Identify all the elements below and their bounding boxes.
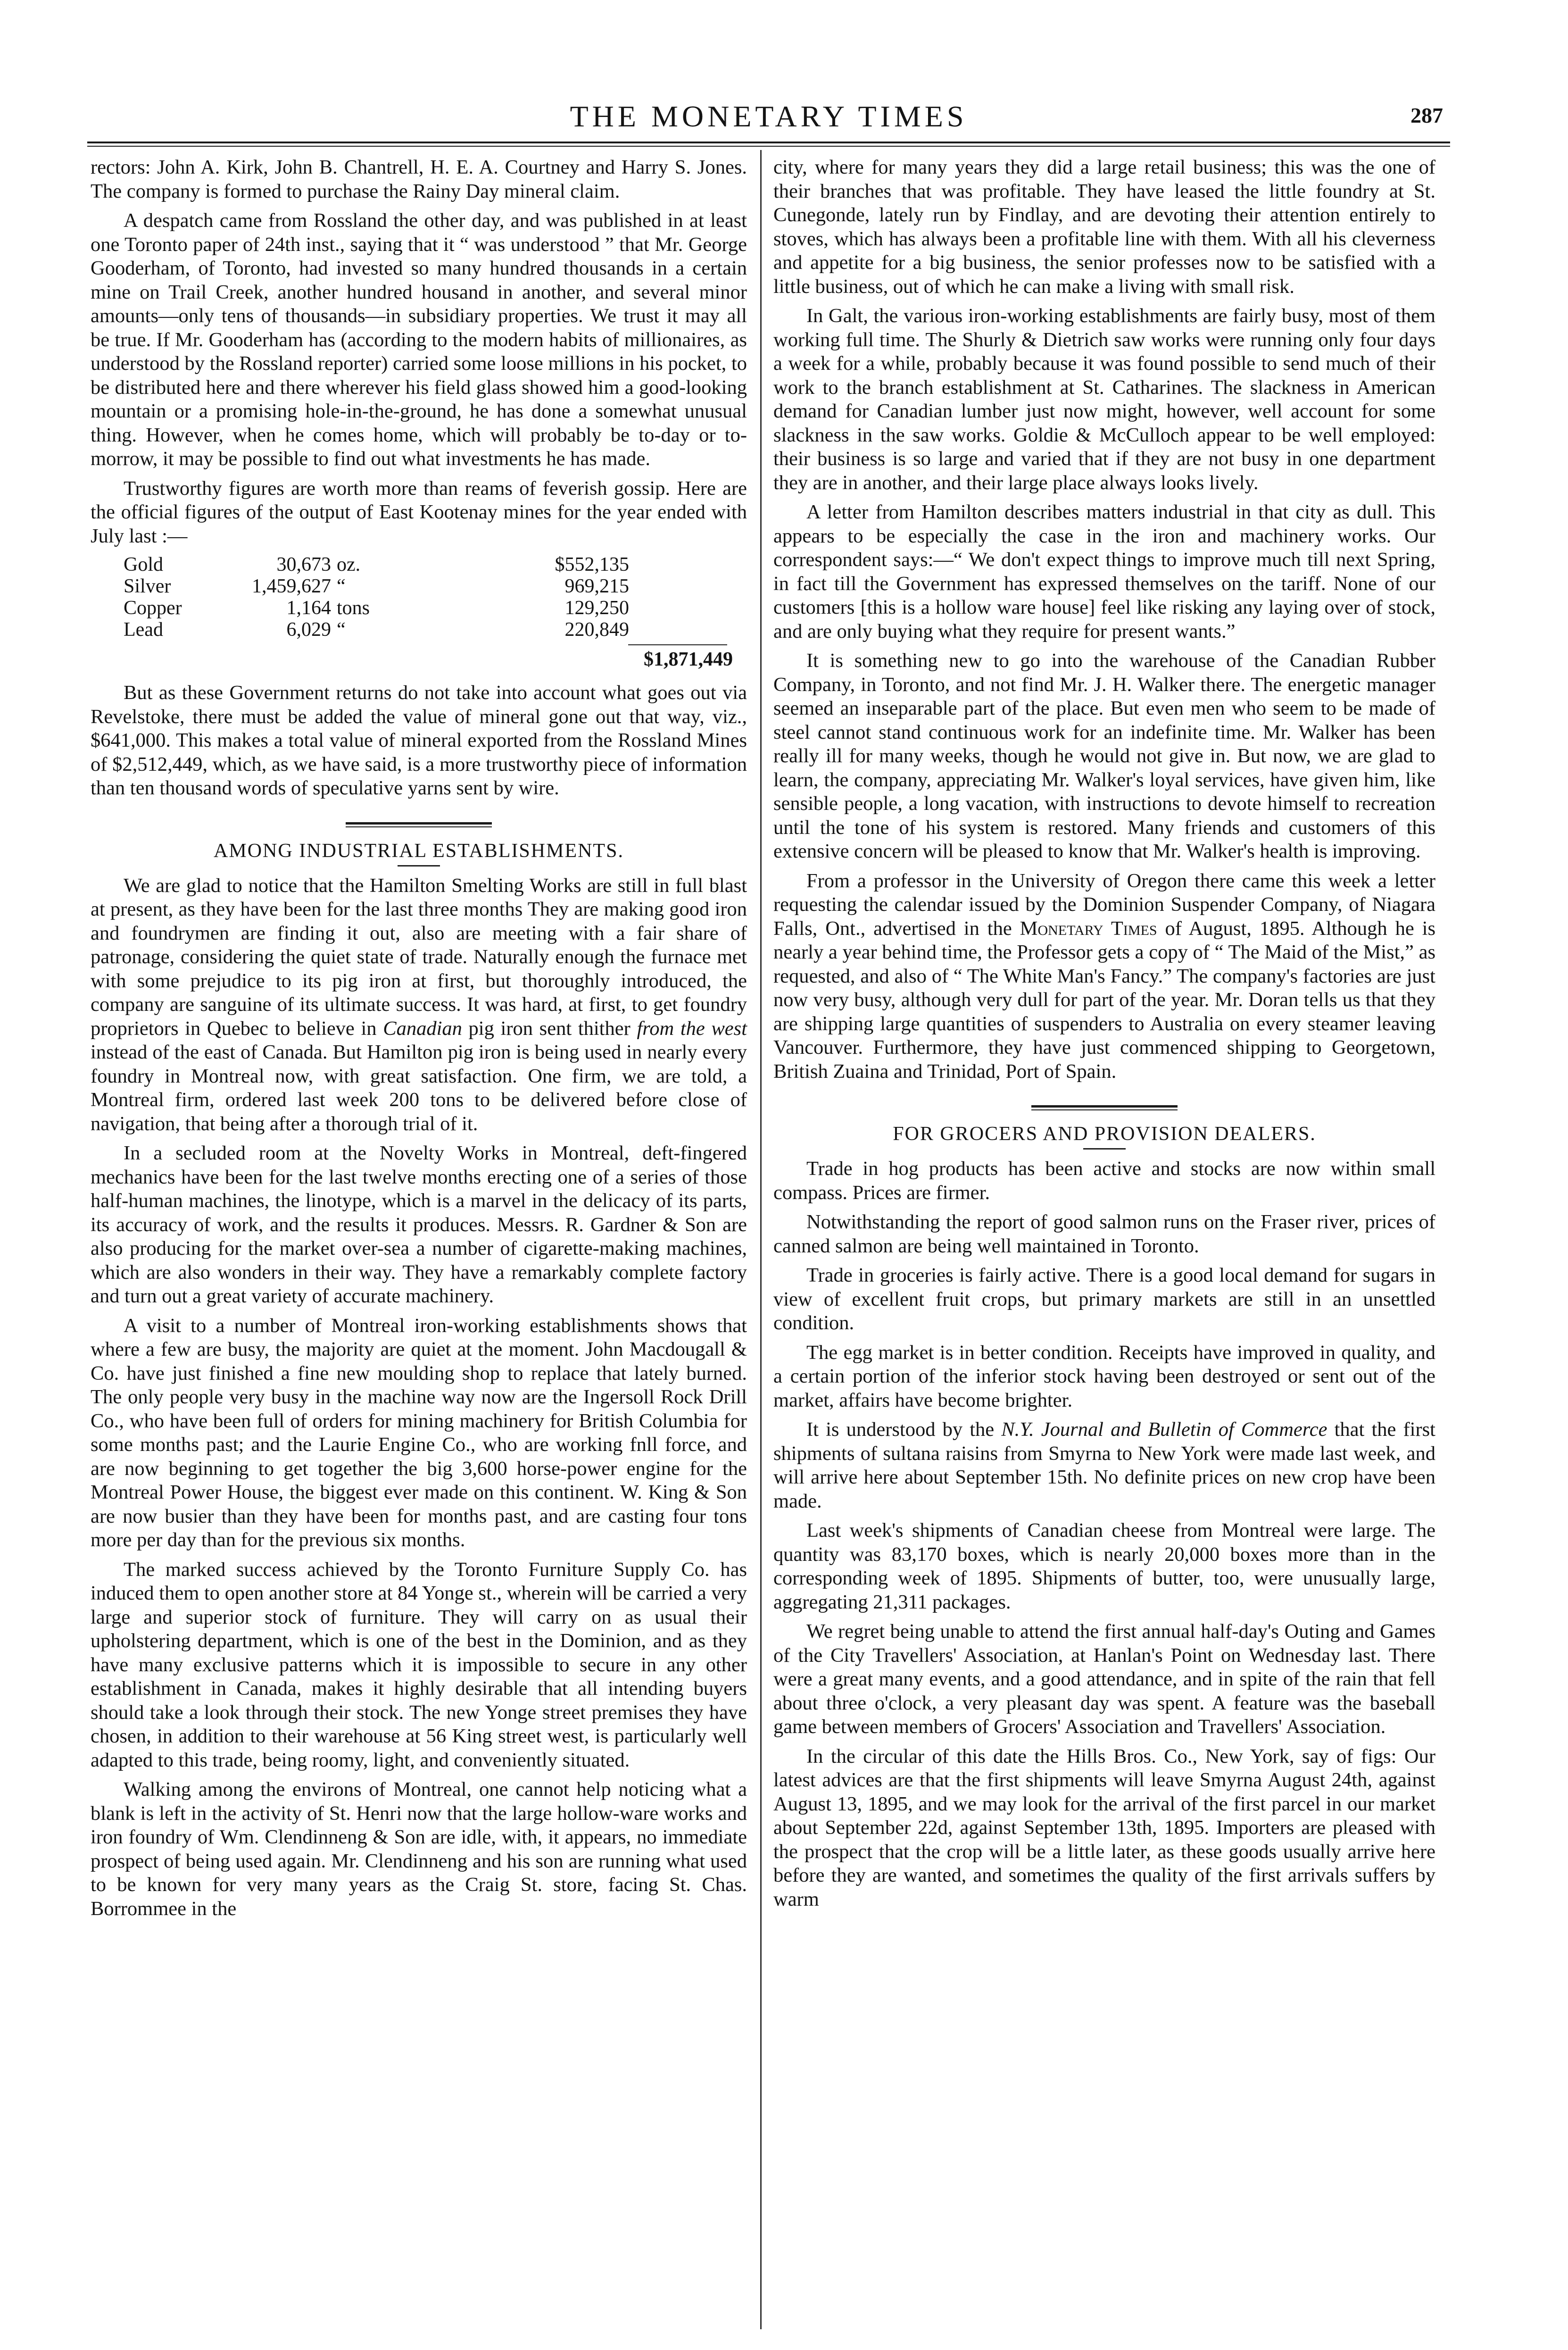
mineral-quantity: 1,459,627 (252, 575, 331, 597)
paragraph: Last week's shipments of Canadian cheese from Montreal were large. The quantity was 83,170 boxes, which is nearly 20,000 boxes more than in the corresponding week of 1895. Shipments of butter, too, were unusually large, aggregating 21,311 packages. (773, 1519, 1435, 1613)
table-row (124, 619, 629, 641)
paragraph: rectors: John A. Kirk, John B. Chantrell, H. E. A. Courtney and Harry S. Jones. The company is formed to purchase the Rainy Day mineral claim. (91, 156, 747, 202)
paragraph: Notwithstanding the report of good salmon runs on the Fraser river, prices of canned salmon are being well maintained in Toronto. (773, 1211, 1435, 1257)
mines-output-table (124, 554, 629, 641)
text-run: instead of the east of Canada. But Hamilton pig iron is being used in nearly every foundry in Montreal now, with great satisfaction. One firm, we are told, a Montreal firm, ordered last week 200 tons to be delivered before close of navigation, that being after a thorough trial of it. (91, 1041, 747, 1135)
mineral-unit: tons (337, 597, 370, 619)
mines-total: $1,871,449 (644, 649, 733, 670)
paragraph: In the circular of this date the Hills Bros. Co., New York, say of figs: Our latest advices are that the first shipments will leave Smyrna August 24th, against August 13, 1895, and we may look for the arrival of the first parcel in our market about September 22d, against September 13th, 1895. Importers are pleased with the prospect that the crop will be a little later, as these goods usually arrive here before they are wanted, and sometimes the quality of the first arrivals suffers by warm (773, 1745, 1435, 1910)
paragraph: Trade in hog products has been active and stocks are now within small compass. Prices are firmer. (773, 1158, 1435, 1204)
header-rule-thin (87, 146, 1450, 147)
paragraph: Trade in groceries is fairly active. There is a good local demand for sugars in view of excellent fruit crops, but primary markets are still in an unsettled condition. (773, 1264, 1435, 1334)
paragraph: city, where for many years they did a large retail business; this was the one of their branches that was profitable. They have leased the little foundry at St. Cunegonde, lately run by Findlay, and are devoting their attention entirely to stoves, which has always been a profitable line with them. With all his cleverness and appetite for a big business, the senior professes now to be satisfied with a little business, out of which he can make a living with small risk. (773, 156, 1435, 298)
italic-text: from the west (637, 1017, 747, 1040)
mineral-name: Lead (124, 619, 163, 641)
mineral-name: Silver (124, 575, 171, 597)
mineral-quantity: 6,029 (286, 619, 331, 641)
text-run: that the first shipments of sultana raisins from Smyrna to New York were made last week, and will arrive here about September 15th. No definite prices on new crop have been made. (773, 1418, 1435, 1512)
paragraph: It is something new to go into the warehouse of the Canadian Rubber Company, in Toronto, and not find Mr. J. H. Walker there. The energetic manager seemed an inseparable part of the place. But even men who seem to be made of steel cannot stand continuous work for an indefinite time. Mr. Walker has been really ill for many weeks, though he would not give in. But now, we are glad to learn, the company, appreciating Mr. Walker's loyal services, have given him, like sensible people, a long vacation, with instructions to devote himself to recreation until the tone of his system is restored. Many friends and customers of this extensive concern will be pleased to know that Mr. Walker's health is improving. (773, 650, 1435, 862)
italic-text: N.Y. Journal and Bulletin of Commerce (1001, 1418, 1327, 1441)
total-rule (628, 644, 727, 645)
paragraph: The egg market is in better condition. Receipts have improved in quality, and a certain portion of the inferior stock having been destroyed or sent out of the market, affairs have become brighter. (773, 1341, 1435, 1411)
italic-text: Canadian (383, 1017, 462, 1040)
page-title: THE MONETARY TIMES (570, 100, 968, 133)
section-heading: AMONG INDUSTRIAL ESTABLISHMENTS. (214, 840, 624, 862)
mineral-unit: oz. (337, 554, 361, 575)
paragraph (91, 874, 747, 1136)
section-separator (1031, 1105, 1178, 1110)
mineral-value: 129,250 (564, 597, 629, 619)
paragraph: A visit to a number of Montreal iron-working establishments shows that where a few are busy, the majority are quiet at the moment. John Macdougall & Co. have just finished a fine new moulding shop to replace that lately burned. The only people very busy in the machine way now are the Ingersoll Rock Drill Co., who have been full of orders for mining machinery for British Columbia for some months past; and the Laurie Engine Co., who are working fnll force, and are now beginning to get together the big 3,600 horse-power engine for the Montreal Power House, the biggest ever made on this continent. W. King & Son are now busier than they have been for months past, and are casting four tons more per day than for the previous six months. (91, 1314, 747, 1551)
heading-rule (398, 865, 440, 867)
paragraph: The marked success achieved by the Toronto Furniture Supply Co. has induced them to open another store at 84 Yonge st., wherein will be carried a very large and superior stock of furniture. They will carry on as usual their upholstering department, which is one of the best in the Dominion, and as they have many exclusive patterns which it is impossible to secure in any other establishment in Canada, makes it highly desirable that all intending buyers should take a look through their stock. The new Yonge street premises they have chosen, in addition to their warehouse at 56 King street west, is particularly well adapted to this trade, being roomy, light, and conveniently situated. (91, 1558, 747, 1771)
header-rule-thick (87, 142, 1450, 143)
mineral-unit: “ (337, 619, 346, 641)
text-run: We are glad to notice that the Hamilton Smelting Works are still in full blast at present, as they have been for the last three months They are making good iron and foundrymen are finding it out, also are meeting with a fair share of patronage, considering the quiet state of trade. Naturally enough the furnace met with some prejudice to its pig iron at first, but thoroughly introduced, the company are sanguine of its ultimate success. It was hard, at first, to get foundry proprietors in Quebec to believe in (91, 874, 747, 1040)
text-run: pig iron sent thither (462, 1017, 637, 1040)
table-row (124, 554, 629, 575)
section-separator (346, 822, 492, 827)
paragraph (773, 1418, 1435, 1513)
heading-rule (1083, 1148, 1126, 1150)
table-row (124, 575, 629, 597)
mineral-value: 220,849 (564, 619, 629, 641)
page-number: 287 (1410, 103, 1443, 127)
table-row (124, 597, 629, 619)
mineral-value: 969,215 (564, 575, 629, 597)
mineral-name: Gold (124, 554, 163, 575)
paragraph: In Galt, the various iron-working establishments are fairly busy, most of them working full time. The Shurly & Dietrich saw works were running only four days a week for a while, probably because it was found possible to send much of their work to the branch establishment at St. Catharines. The slackness in American demand for Canadian lumber just now might, however, well account for some slackness in the saw works. Goldie & McCulloch appear to be well employed: their business is so large and varied that if they are not busy in one department they are in another, and their large place always looks lively. (773, 305, 1435, 494)
paragraph: A letter from Hamilton describes matters industrial in that city as dull. This appears to be especially the case in the iron and machinery works. Our correspondent says:—“ We don't expect things to improve much till next Spring, in fact till the Government has expressed themselves on the tariff. None of our customers [this is a hollow ware house] feel like risking any laying over of stock, and are only buying what they require for present wants.” (773, 501, 1435, 642)
paragraph (773, 869, 1435, 1084)
mineral-name: Copper (124, 597, 182, 619)
masthead (90, 99, 1448, 137)
paragraph: In a secluded room at the Novelty Works in Montreal, deft-fingered mechanics have been for the last twelve months erecting one of a series of those half-human machines, the linotype, which is a marvel in the delicacy of its parts, its accuracy of work, and the results it produces. Messrs. R. Gardner & Son are also producing for the market over-sea a number of cigarette-making machines, which are also wonders in their way. They have a remarkably complete factory and turn out a great variety of accurate machinery. (91, 1142, 747, 1307)
right-column (773, 156, 1435, 1917)
section-heading: FOR GROCERS AND PROVISION DEALERS. (893, 1123, 1316, 1145)
mineral-quantity: 1,164 (286, 597, 331, 619)
paragraph: We regret being unable to attend the first annual half-day's Outing and Games of the City Travellers' Association, at Hanlan's Point on Wednesday last. There were a great many events, and a good attendance, and in spite of the rain that fell about three o'clock, a very pleasant day was spent. A feature was the baseball game between members of Grocers' Association and Travellers' Association. (773, 1620, 1435, 1738)
paragraph: A despatch came from Rossland the other day, and was published in at least one Toronto paper of 24th inst., saying that it “ was understood ” that Mr. George Gooderham, of Toronto, had invested so many hundred thousands in a certain mine on Trail Creek, another hundred housand in another, and several minor amounts—only tens of thousands—in subsidiary properties. We trust it may all be true. If Mr. Gooderham has (according to the modern habits of millionaires, as understood by the Rossland reporter) carried some loose millions in his pocket, to be distributed here and there wherever his field glass showed him a good-looking mountain or a promising hole-in-the-ground, he has done a somewhat unusual thing. However, when he comes home, which will probably be to-day or to-morrow, it may be possible to find out what investments he has made. (91, 209, 747, 470)
text-run: of August, 1895. Although he is nearly a year behind time, the Professor gets a copy of “ The Maid of the Mist,” as requested, and also of “ The White Man's Fancy.” The company's factories are just now very busy, although very dull for part of the year. Mr. Doran tells us that they are shipping large quantities of suspenders to Australia on every steamer leaving Vancouver. Furthermore, they have just commenced shipping to Georgetown, British Zuaina and Trinidad, Port of Spain. (773, 917, 1435, 1083)
mineral-quantity: 30,673 (276, 554, 331, 575)
paragraph: But as these Government returns do not take into account what goes out via Revelstoke, there must be added the value of mineral gone out that way, viz., $641,000. This makes a total value of mineral exported from the Rossland Mines of $2,512,449, which, as we have said, is a more trustworthy piece of information than ten thousand words of speculative yarns sent by wire. (91, 682, 747, 799)
mineral-value: $552,135 (555, 554, 629, 575)
text-run: It is understood by the (806, 1418, 1002, 1441)
text-run: From a professor in the University of Oregon there came this week a letter requesting the calendar issued by the Dominion Suspender Company, of Niagara Falls, Ont., advertised in the (773, 869, 1435, 940)
paragraph: Walking among the environs of Montreal, one cannot help noticing what a blank is left in the activity of St. Henri now that the large hollow-ware works and iron foundry of Wm. Clendinneng & Son are idle, with, it appears, no immediate prospect of being used again. Mr. Clendinneng and his son are running what used to be known for very many years as the Craig St. store, facing St. Chas. Borrommee in the (91, 1778, 747, 1920)
small-caps-text: Monetary Times (1020, 917, 1157, 940)
mineral-unit: “ (337, 575, 346, 597)
paragraph: Trustworthy figures are worth more than reams of feverish gossip. Here are the official figures of the output of East Kootenay mines for the year ended with July last :— (91, 477, 747, 547)
column-divider (760, 150, 762, 2329)
left-column (91, 156, 747, 1926)
